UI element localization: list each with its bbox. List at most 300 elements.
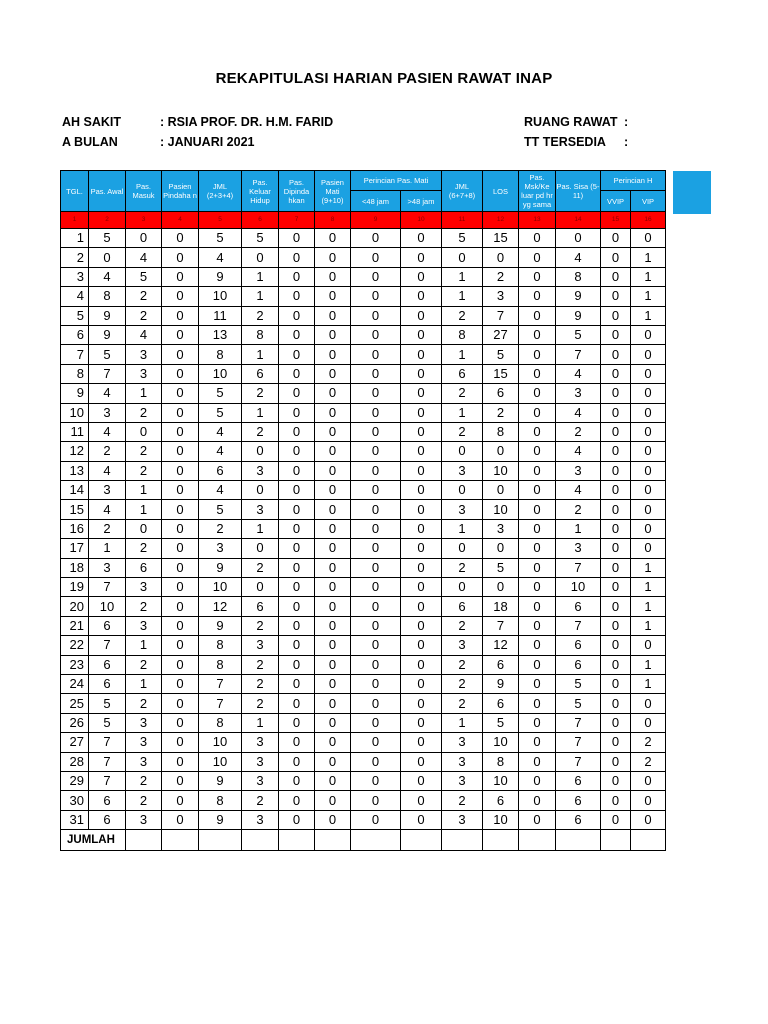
value-cell: 2	[126, 461, 162, 480]
value-cell: 2	[242, 306, 279, 325]
total-cell	[483, 830, 519, 851]
value-cell: 0	[401, 674, 442, 693]
value-cell: 6	[483, 655, 519, 674]
value-cell: 10	[199, 752, 242, 771]
value-cell: 3	[126, 713, 162, 732]
date-cell: 14	[61, 481, 89, 500]
col-pas-masuk: Pas. Masuk	[126, 171, 162, 212]
value-cell: 5	[442, 229, 483, 248]
value-cell: 3	[242, 771, 279, 790]
value-cell: 3	[126, 364, 162, 383]
value-cell: 6	[556, 810, 601, 829]
value-cell: 2	[242, 384, 279, 403]
col-pasien-pindahan: Pasien Pindaha n	[162, 171, 199, 212]
value-cell: 0	[351, 384, 401, 403]
value-cell: 0	[519, 578, 556, 597]
month-label: A BULAN	[62, 135, 118, 149]
value-cell: 0	[631, 422, 666, 441]
value-cell: 0	[401, 636, 442, 655]
column-number-cell: 7	[279, 212, 315, 229]
table-row	[61, 267, 666, 286]
value-cell: 5	[483, 713, 519, 732]
value-cell: 0	[601, 636, 631, 655]
col-perincian-mati: Perincian Pas. Mati	[351, 171, 442, 191]
value-cell: 0	[162, 287, 199, 306]
value-cell: 0	[631, 500, 666, 519]
value-cell: 0	[631, 791, 666, 810]
total-cell	[556, 830, 601, 851]
value-cell: 4	[556, 442, 601, 461]
value-cell: 2	[242, 694, 279, 713]
value-cell: 0	[315, 791, 351, 810]
value-cell: 2	[442, 558, 483, 577]
value-cell: 0	[315, 616, 351, 635]
value-cell: 4	[199, 442, 242, 461]
value-cell: 0	[519, 771, 556, 790]
value-cell: 2	[483, 403, 519, 422]
value-cell: 18	[483, 597, 519, 616]
value-cell: 0	[162, 791, 199, 810]
value-cell: 5	[199, 500, 242, 519]
table-row	[61, 248, 666, 267]
value-cell: 0	[483, 578, 519, 597]
value-cell: 1	[126, 384, 162, 403]
value-cell: 3	[442, 636, 483, 655]
date-cell: 18	[61, 558, 89, 577]
value-cell: 0	[601, 713, 631, 732]
table-row	[61, 403, 666, 422]
value-cell: 3	[126, 752, 162, 771]
value-cell: 0	[279, 674, 315, 693]
value-cell: 0	[315, 306, 351, 325]
table-row	[61, 597, 666, 616]
value-cell: 0	[519, 500, 556, 519]
value-cell: 6	[89, 616, 126, 635]
value-cell: 2	[442, 422, 483, 441]
column-number-cell: 16	[631, 212, 666, 229]
value-cell: 0	[519, 481, 556, 500]
column-number-cell: 3	[126, 212, 162, 229]
value-cell: 0	[279, 752, 315, 771]
value-cell: 5	[199, 384, 242, 403]
value-cell: 0	[351, 267, 401, 286]
value-cell: 0	[315, 481, 351, 500]
value-cell: 0	[401, 578, 442, 597]
value-cell: 2	[242, 674, 279, 693]
hospital-value: : RSIA PROF. DR. H.M. FARID	[160, 115, 334, 129]
value-cell: 0	[601, 384, 631, 403]
col-tgl: TGL.	[61, 171, 89, 212]
value-cell: 1	[631, 597, 666, 616]
table-row	[61, 616, 666, 635]
value-cell: 0	[162, 384, 199, 403]
value-cell: 7	[556, 713, 601, 732]
value-cell: 2	[442, 694, 483, 713]
table-row	[61, 771, 666, 790]
value-cell: 3	[556, 384, 601, 403]
value-cell: 1	[556, 519, 601, 538]
value-cell: 0	[242, 481, 279, 500]
value-cell: 2	[126, 694, 162, 713]
value-cell: 0	[351, 733, 401, 752]
value-cell: 0	[601, 791, 631, 810]
value-cell: 0	[162, 422, 199, 441]
value-cell: 3	[126, 616, 162, 635]
value-cell: 0	[601, 771, 631, 790]
value-cell: 0	[162, 713, 199, 732]
value-cell: 2	[126, 287, 162, 306]
date-cell: 30	[61, 791, 89, 810]
value-cell: 7	[89, 364, 126, 383]
value-cell: 0	[351, 442, 401, 461]
value-cell: 2	[126, 403, 162, 422]
value-cell: 3	[242, 461, 279, 480]
value-cell: 0	[279, 325, 315, 344]
value-cell: 7	[483, 306, 519, 325]
value-cell: 0	[315, 461, 351, 480]
value-cell: 0	[601, 229, 631, 248]
column-number-cell: 8	[315, 212, 351, 229]
col-perincian-h: Perincian H	[601, 171, 666, 191]
value-cell: 2	[126, 442, 162, 461]
value-cell: 5	[89, 229, 126, 248]
value-cell: 3	[442, 461, 483, 480]
value-cell: 5	[199, 403, 242, 422]
value-cell: 5	[199, 229, 242, 248]
value-cell: 7	[89, 733, 126, 752]
value-cell: 0	[401, 403, 442, 422]
col-pas-awal: Pas. Awal	[89, 171, 126, 212]
date-cell: 12	[61, 442, 89, 461]
value-cell: 0	[483, 481, 519, 500]
value-cell: 0	[519, 539, 556, 558]
value-cell: 9	[89, 306, 126, 325]
value-cell: 5	[126, 267, 162, 286]
value-cell: 1	[89, 539, 126, 558]
value-cell: 2	[242, 791, 279, 810]
value-cell: 1	[631, 248, 666, 267]
value-cell: 0	[519, 519, 556, 538]
value-cell: 1	[631, 267, 666, 286]
total-cell	[351, 830, 401, 851]
table-row	[61, 481, 666, 500]
value-cell: 0	[351, 752, 401, 771]
value-cell: 0	[242, 539, 279, 558]
value-cell: 0	[279, 384, 315, 403]
date-cell: 31	[61, 810, 89, 829]
value-cell: 0	[351, 519, 401, 538]
value-cell: 0	[351, 578, 401, 597]
value-cell: 2	[442, 616, 483, 635]
col-pas-sisa: Pas. Sisa (5-11)	[556, 171, 601, 212]
value-cell: 0	[401, 519, 442, 538]
value-cell: 0	[442, 248, 483, 267]
value-cell: 2	[442, 306, 483, 325]
date-cell: 6	[61, 325, 89, 344]
value-cell: 0	[279, 616, 315, 635]
value-cell: 8	[483, 752, 519, 771]
value-cell: 10	[483, 733, 519, 752]
value-cell: 8	[483, 422, 519, 441]
value-cell: 2	[126, 306, 162, 325]
value-cell: 3	[442, 733, 483, 752]
value-cell: 0	[162, 674, 199, 693]
value-cell: 0	[162, 403, 199, 422]
total-cell	[631, 830, 666, 851]
value-cell: 0	[601, 325, 631, 344]
value-cell: 8	[199, 713, 242, 732]
value-cell: 0	[315, 810, 351, 829]
value-cell: 0	[351, 500, 401, 519]
value-cell: 0	[401, 442, 442, 461]
value-cell: 6	[89, 674, 126, 693]
table-row	[61, 694, 666, 713]
value-cell: 0	[351, 771, 401, 790]
value-cell: 0	[351, 481, 401, 500]
value-cell: 0	[162, 461, 199, 480]
date-cell: 4	[61, 287, 89, 306]
value-cell: 3	[126, 578, 162, 597]
value-cell: 0	[315, 364, 351, 383]
value-cell: 4	[89, 384, 126, 403]
value-cell: 0	[351, 229, 401, 248]
date-cell: 11	[61, 422, 89, 441]
value-cell: 0	[519, 694, 556, 713]
value-cell: 0	[519, 442, 556, 461]
value-cell: 2	[442, 655, 483, 674]
value-cell: 2	[631, 733, 666, 752]
value-cell: 0	[601, 287, 631, 306]
col-pas-dipindahkan: Pas. Dipinda hkan	[279, 171, 315, 212]
value-cell: 5	[556, 674, 601, 693]
value-cell: 0	[401, 384, 442, 403]
date-cell: 13	[61, 461, 89, 480]
value-cell: 9	[199, 558, 242, 577]
total-label: JUMLAH	[61, 830, 126, 851]
value-cell: 0	[162, 500, 199, 519]
value-cell: 6	[242, 597, 279, 616]
total-cell	[519, 830, 556, 851]
value-cell: 0	[601, 248, 631, 267]
value-cell: 0	[315, 694, 351, 713]
value-cell: 0	[631, 694, 666, 713]
value-cell: 6	[89, 810, 126, 829]
value-cell: 0	[126, 422, 162, 441]
value-cell: 4	[89, 500, 126, 519]
value-cell: 6	[89, 655, 126, 674]
value-cell: 1	[442, 267, 483, 286]
value-cell: 0	[401, 791, 442, 810]
value-cell: 4	[199, 481, 242, 500]
value-cell: 0	[519, 364, 556, 383]
value-cell: 9	[199, 810, 242, 829]
value-cell: 0	[401, 229, 442, 248]
value-cell: 0	[162, 752, 199, 771]
date-cell: 17	[61, 539, 89, 558]
value-cell: 0	[631, 345, 666, 364]
value-cell: 3	[242, 810, 279, 829]
value-cell: 7	[199, 674, 242, 693]
value-cell: 0	[315, 733, 351, 752]
value-cell: 1	[442, 519, 483, 538]
total-cell	[126, 830, 162, 851]
hospital-label: AH SAKIT	[62, 115, 122, 129]
value-cell: 9	[483, 674, 519, 693]
date-cell: 22	[61, 636, 89, 655]
value-cell: 0	[162, 810, 199, 829]
value-cell: 0	[279, 597, 315, 616]
value-cell: 0	[519, 733, 556, 752]
date-cell: 3	[61, 267, 89, 286]
value-cell: 6	[442, 364, 483, 383]
col-lt48: <48 jam	[351, 191, 401, 212]
value-cell: 3	[483, 287, 519, 306]
value-cell: 0	[401, 500, 442, 519]
value-cell: 3	[242, 500, 279, 519]
value-cell: 1	[242, 267, 279, 286]
value-cell: 0	[519, 461, 556, 480]
value-cell: 9	[199, 771, 242, 790]
value-cell: 0	[401, 752, 442, 771]
value-cell: 0	[162, 442, 199, 461]
ward-label: RUANG RAWAT	[524, 115, 618, 129]
value-cell: 1	[242, 345, 279, 364]
col-vip: VIP	[631, 191, 666, 212]
date-cell: 1	[61, 229, 89, 248]
value-cell: 7	[89, 578, 126, 597]
value-cell: 0	[601, 597, 631, 616]
value-cell: 1	[442, 287, 483, 306]
value-cell: 0	[519, 248, 556, 267]
value-cell: 0	[315, 519, 351, 538]
value-cell: 7	[89, 636, 126, 655]
value-cell: 7	[556, 733, 601, 752]
value-cell: 0	[315, 248, 351, 267]
value-cell: 2	[242, 616, 279, 635]
value-cell: 0	[242, 442, 279, 461]
value-cell: 1	[242, 519, 279, 538]
date-cell: 8	[61, 364, 89, 383]
value-cell: 0	[279, 791, 315, 810]
value-cell: 6	[556, 771, 601, 790]
value-cell: 8	[242, 325, 279, 344]
value-cell: 4	[126, 248, 162, 267]
value-cell: 2	[199, 519, 242, 538]
value-cell: 0	[601, 461, 631, 480]
value-cell: 0	[351, 674, 401, 693]
value-cell: 0	[519, 558, 556, 577]
col-pas-keluar-hidup: Pas. Keluar Hidup	[242, 171, 279, 212]
value-cell: 3	[89, 481, 126, 500]
value-cell: 7	[483, 616, 519, 635]
value-cell: 10	[199, 287, 242, 306]
value-cell: 0	[601, 733, 631, 752]
value-cell: 0	[556, 229, 601, 248]
value-cell: 0	[315, 655, 351, 674]
date-cell: 16	[61, 519, 89, 538]
value-cell: 1	[631, 616, 666, 635]
value-cell: 0	[351, 558, 401, 577]
column-number-cell: 5	[199, 212, 242, 229]
value-cell: 0	[601, 752, 631, 771]
value-cell: 2	[442, 674, 483, 693]
value-cell: 0	[279, 539, 315, 558]
value-cell: 0	[401, 733, 442, 752]
total-cell	[162, 830, 199, 851]
total-cell	[601, 830, 631, 851]
value-cell: 6	[556, 791, 601, 810]
value-cell: 0	[315, 422, 351, 441]
value-cell: 0	[279, 694, 315, 713]
value-cell: 2	[126, 655, 162, 674]
value-cell: 10	[199, 364, 242, 383]
date-cell: 28	[61, 752, 89, 771]
value-cell: 0	[315, 325, 351, 344]
value-cell: 0	[601, 674, 631, 693]
value-cell: 0	[631, 519, 666, 538]
value-cell: 5	[89, 694, 126, 713]
date-cell: 7	[61, 345, 89, 364]
value-cell: 5	[483, 345, 519, 364]
column-number-cell: 15	[601, 212, 631, 229]
column-number-cell: 4	[162, 212, 199, 229]
value-cell: 2	[126, 791, 162, 810]
value-cell: 4	[199, 248, 242, 267]
table-row	[61, 345, 666, 364]
value-cell: 4	[556, 248, 601, 267]
value-cell: 1	[631, 287, 666, 306]
value-cell: 0	[315, 674, 351, 693]
value-cell: 0	[351, 422, 401, 441]
value-cell: 0	[601, 500, 631, 519]
value-cell: 0	[351, 597, 401, 616]
value-cell: 0	[162, 733, 199, 752]
value-cell: 0	[401, 461, 442, 480]
date-cell: 29	[61, 771, 89, 790]
value-cell: 2	[556, 422, 601, 441]
value-cell: 1	[631, 306, 666, 325]
value-cell: 0	[401, 481, 442, 500]
value-cell: 0	[519, 306, 556, 325]
value-cell: 0	[279, 403, 315, 422]
value-cell: 8	[89, 287, 126, 306]
table-row	[61, 325, 666, 344]
value-cell: 0	[351, 306, 401, 325]
value-cell: 0	[315, 713, 351, 732]
value-cell: 0	[401, 694, 442, 713]
value-cell: 0	[315, 771, 351, 790]
value-cell: 0	[519, 713, 556, 732]
value-cell: 0	[601, 539, 631, 558]
value-cell: 0	[601, 403, 631, 422]
value-cell: 3	[442, 752, 483, 771]
value-cell: 0	[401, 771, 442, 790]
value-cell: 2	[126, 539, 162, 558]
col-gt48: >48 jam	[401, 191, 442, 212]
value-cell: 3	[126, 733, 162, 752]
value-cell: 0	[631, 403, 666, 422]
value-cell: 0	[279, 306, 315, 325]
value-cell: 10	[199, 733, 242, 752]
daily-inpatient-table	[60, 170, 666, 851]
table-row	[61, 810, 666, 829]
value-cell: 0	[162, 345, 199, 364]
value-cell: 6	[442, 597, 483, 616]
value-cell: 0	[601, 306, 631, 325]
table-row	[61, 636, 666, 655]
value-cell: 0	[401, 364, 442, 383]
value-cell: 0	[601, 616, 631, 635]
